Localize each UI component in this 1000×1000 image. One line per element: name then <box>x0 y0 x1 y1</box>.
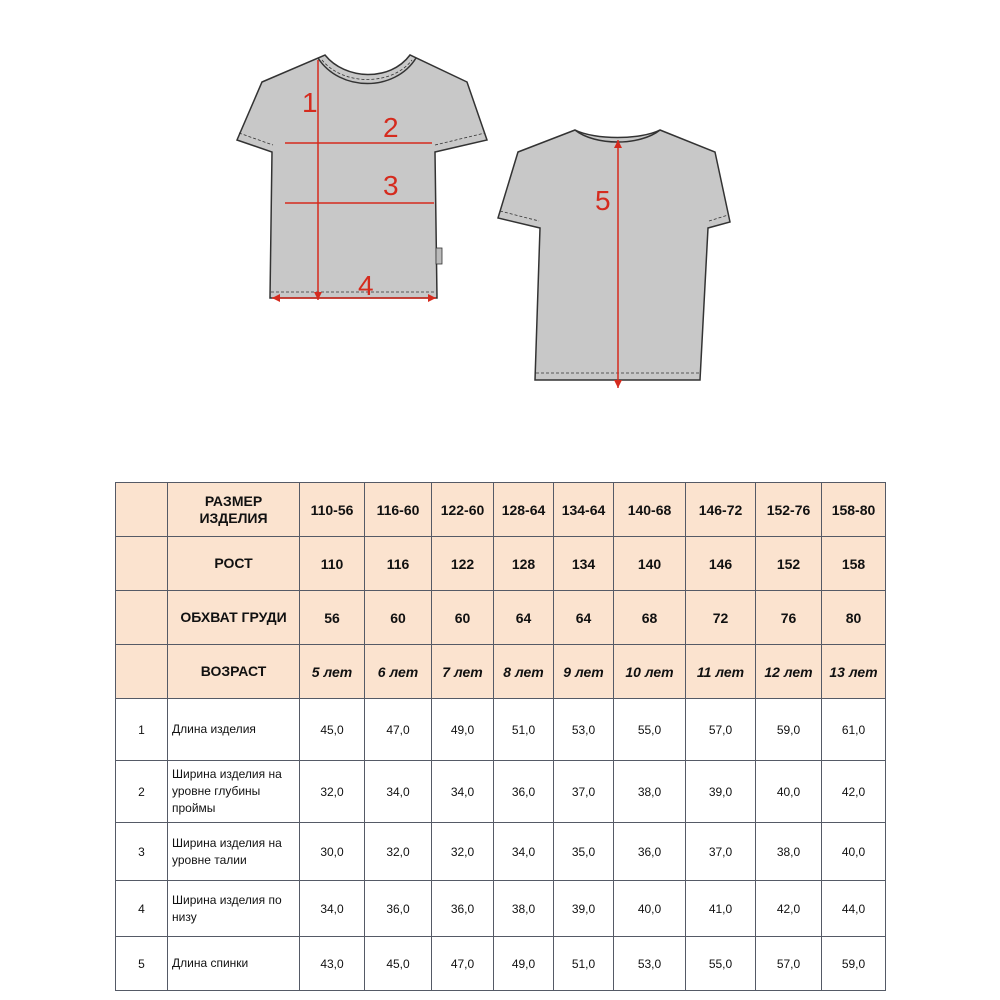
measure-value-cell: 37,0 <box>554 761 614 823</box>
measure-value-cell: 45,0 <box>365 937 432 991</box>
header-row <box>116 537 886 591</box>
measure-value-cell: 59,0 <box>822 937 886 991</box>
measure-value-cell: 38,0 <box>756 823 822 881</box>
measure-arrow <box>614 380 622 388</box>
table-row <box>116 761 886 823</box>
header-value-cell: 64 <box>494 591 554 645</box>
header-value-cell: 128 <box>494 537 554 591</box>
front-side-tag <box>436 248 442 264</box>
measure-value-cell: 39,0 <box>686 761 756 823</box>
measure-description: Длина изделия <box>168 699 300 761</box>
measure-value-cell: 59,0 <box>756 699 822 761</box>
header-value-cell: 122-60 <box>432 483 494 537</box>
measure-value-cell: 37,0 <box>686 823 756 881</box>
header-value-cell: 158-80 <box>822 483 886 537</box>
measure-label-5: 5 <box>595 185 611 216</box>
measure-value-cell: 47,0 <box>365 699 432 761</box>
measure-value-cell: 55,0 <box>614 699 686 761</box>
measure-value-cell: 40,0 <box>822 823 886 881</box>
header-value-cell: 146-72 <box>686 483 756 537</box>
header-value-cell: 11 лет <box>686 645 756 699</box>
table-row <box>116 881 886 937</box>
header-empty-cell <box>116 537 168 591</box>
header-value-cell: 140 <box>614 537 686 591</box>
header-value-cell: 110-56 <box>300 483 365 537</box>
header-row <box>116 591 886 645</box>
measure-value-cell: 36,0 <box>432 881 494 937</box>
header-value-cell: 6 лет <box>365 645 432 699</box>
header-row <box>116 645 886 699</box>
measure-value-cell: 30,0 <box>300 823 365 881</box>
header-value-cell: 134-64 <box>554 483 614 537</box>
size-chart-table <box>115 482 886 991</box>
header-value-cell: 13 лет <box>822 645 886 699</box>
measure-value-cell: 34,0 <box>300 881 365 937</box>
measure-value-cell: 55,0 <box>686 937 756 991</box>
header-value-cell: 60 <box>365 591 432 645</box>
measure-label-4: 4 <box>358 270 374 301</box>
header-value-cell: 80 <box>822 591 886 645</box>
header-value-cell: 64 <box>554 591 614 645</box>
measure-value-cell: 36,0 <box>494 761 554 823</box>
header-row-label: ВОЗРАСТ <box>168 645 300 699</box>
measure-value-cell: 57,0 <box>756 937 822 991</box>
measure-value-cell: 42,0 <box>822 761 886 823</box>
measure-value-cell: 34,0 <box>494 823 554 881</box>
header-empty-cell <box>116 591 168 645</box>
measure-value-cell: 51,0 <box>494 699 554 761</box>
header-value-cell: 134 <box>554 537 614 591</box>
header-row-label: РОСТ <box>168 537 300 591</box>
measure-number: 3 <box>116 823 168 881</box>
measure-value-cell: 53,0 <box>614 937 686 991</box>
front-tshirt <box>237 55 487 302</box>
tshirt-measurement-diagram <box>0 0 1000 460</box>
measure-description: Ширина изделия на уровне глубины проймы <box>168 761 300 823</box>
measure-value-cell: 45,0 <box>300 699 365 761</box>
header-row-label: ОБХВАТ ГРУДИ <box>168 591 300 645</box>
header-value-cell: 110 <box>300 537 365 591</box>
measure-value-cell: 36,0 <box>365 881 432 937</box>
header-value-cell: 68 <box>614 591 686 645</box>
back-tshirt-body <box>498 130 730 380</box>
measure-value-cell: 40,0 <box>614 881 686 937</box>
header-value-cell: 56 <box>300 591 365 645</box>
measure-label-3: 3 <box>383 170 399 201</box>
table-row <box>116 699 886 761</box>
measure-value-cell: 43,0 <box>300 937 365 991</box>
back-tshirt <box>498 130 730 388</box>
measure-value-cell: 35,0 <box>554 823 614 881</box>
measure-value-cell: 36,0 <box>614 823 686 881</box>
header-value-cell: 7 лет <box>432 645 494 699</box>
measure-description: Длина спинки <box>168 937 300 991</box>
measure-value-cell: 44,0 <box>822 881 886 937</box>
header-value-cell: 140-68 <box>614 483 686 537</box>
header-row <box>116 483 886 537</box>
measure-value-cell: 61,0 <box>822 699 886 761</box>
measure-value-cell: 32,0 <box>300 761 365 823</box>
header-empty-cell <box>116 483 168 537</box>
header-value-cell: 116-60 <box>365 483 432 537</box>
header-value-cell: 12 лет <box>756 645 822 699</box>
measure-value-cell: 42,0 <box>756 881 822 937</box>
measure-value-cell: 32,0 <box>432 823 494 881</box>
header-value-cell: 146 <box>686 537 756 591</box>
header-value-cell: 72 <box>686 591 756 645</box>
header-value-cell: 152 <box>756 537 822 591</box>
table-row <box>116 823 886 881</box>
measure-value-cell: 34,0 <box>432 761 494 823</box>
measure-value-cell: 38,0 <box>494 881 554 937</box>
measure-label-1: 1 <box>302 87 318 118</box>
measure-value-cell: 49,0 <box>432 699 494 761</box>
header-value-cell: 5 лет <box>300 645 365 699</box>
measure-value-cell: 51,0 <box>554 937 614 991</box>
measure-value-cell: 47,0 <box>432 937 494 991</box>
header-value-cell: 10 лет <box>614 645 686 699</box>
measure-number: 1 <box>116 699 168 761</box>
header-value-cell: 152-76 <box>756 483 822 537</box>
measure-value-cell: 34,0 <box>365 761 432 823</box>
header-value-cell: 76 <box>756 591 822 645</box>
front-tshirt-body <box>237 55 487 298</box>
header-value-cell: 116 <box>365 537 432 591</box>
measure-value-cell: 40,0 <box>756 761 822 823</box>
header-value-cell: 8 лет <box>494 645 554 699</box>
measure-value-cell: 41,0 <box>686 881 756 937</box>
table-row <box>116 937 886 991</box>
measure-value-cell: 53,0 <box>554 699 614 761</box>
measure-value-cell: 49,0 <box>494 937 554 991</box>
header-value-cell: 158 <box>822 537 886 591</box>
measure-number: 2 <box>116 761 168 823</box>
header-value-cell: 9 лет <box>554 645 614 699</box>
header-value-cell: 60 <box>432 591 494 645</box>
measure-description: Ширина изделия по низу <box>168 881 300 937</box>
measure-value-cell: 38,0 <box>614 761 686 823</box>
header-value-cell: 128-64 <box>494 483 554 537</box>
measure-label-2: 2 <box>383 112 399 143</box>
header-value-cell: 122 <box>432 537 494 591</box>
measure-description: Ширина изделия на уровне талии <box>168 823 300 881</box>
measure-number: 4 <box>116 881 168 937</box>
measure-number: 5 <box>116 937 168 991</box>
header-empty-cell <box>116 645 168 699</box>
measure-value-cell: 57,0 <box>686 699 756 761</box>
measure-value-cell: 32,0 <box>365 823 432 881</box>
header-row-label: РАЗМЕР ИЗДЕЛИЯ <box>168 483 300 537</box>
measure-value-cell: 39,0 <box>554 881 614 937</box>
